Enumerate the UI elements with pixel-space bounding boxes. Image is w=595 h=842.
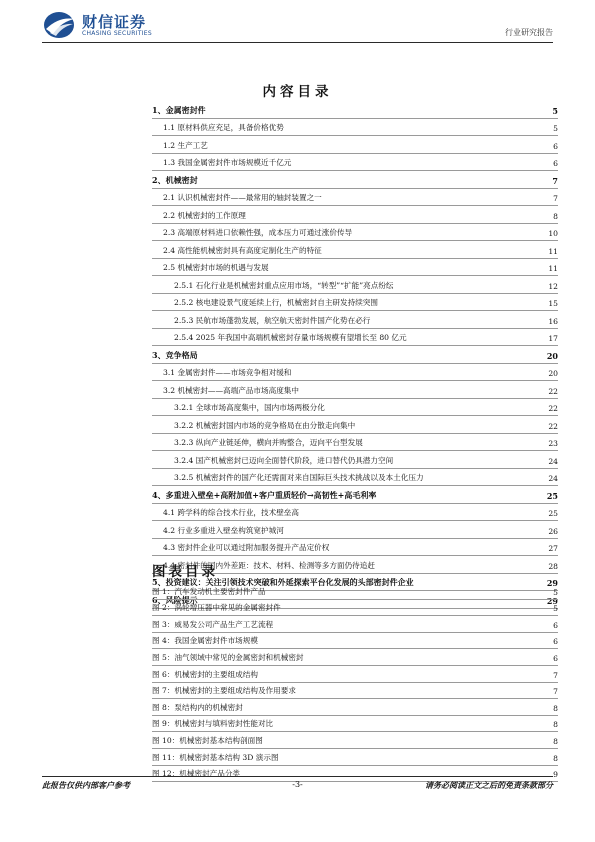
toc-entry[interactable]: [152, 451, 558, 469]
toc-entry-title: 1.3 我国金属密封件市场规模近千亿元: [163, 158, 292, 167]
toc-entry-title: 3.2 机械密封——高端产品市场高度集中: [163, 385, 299, 395]
toc-entry-title: 2.5.3 民航市场蓬勃发展，航空航天密封件国产化势在必行: [174, 315, 371, 325]
figure-page-number: 7: [553, 670, 558, 680]
figure-page-number: 7: [553, 687, 558, 697]
footer-divider: [42, 776, 553, 777]
toc-entry-title: 4.4 密封件的国内外差距：技术、材料、检测等多方面仍待追赶: [163, 560, 375, 570]
toc-entry-page: 27: [548, 544, 558, 553]
toc-entry-title: 1、金属密封件: [152, 104, 206, 115]
footer-disclaimer-left: 此报告仅供内部客户参考: [42, 780, 130, 790]
footer-disclaimer-right: 请务必阅读正文之后的免责条款部分: [425, 780, 553, 790]
toc-entry-title: 2.5.4 2025 年我国中高端机械密封存量市场规模有望增长至 80 亿元: [174, 333, 407, 342]
toc-entry[interactable]: [152, 276, 558, 294]
toc-entry-page: 22: [548, 386, 558, 396]
toc-entry-title: 2.4 高性能机械密封具有高度定制化生产的特征: [163, 245, 322, 255]
figure-page-number: 8: [553, 753, 558, 763]
toc-entry-title: 3、竞争格局: [152, 349, 198, 360]
figure-caption: 图 2：涡轮增压器中常见的金属密封件: [152, 603, 281, 613]
toc-entry[interactable]: [152, 294, 558, 312]
toc-entry[interactable]: [152, 364, 558, 382]
toc-entry-page: 5: [552, 105, 558, 116]
toc-entry[interactable]: [152, 521, 558, 539]
page-number: -3-: [292, 780, 303, 789]
toc-entry-page: 28: [548, 561, 558, 571]
toc-entry[interactable]: [152, 434, 558, 452]
toc-entry-title: 5、投资建议：关注引领技术突破和外延探索平台化发展的头部密封件企业: [152, 577, 414, 587]
figure-page-number: 6: [553, 620, 558, 630]
figure-list-item[interactable]: [152, 749, 558, 766]
figure-page-number: 5: [553, 604, 558, 614]
toc-entry-page: 23: [548, 439, 558, 448]
figure-page-number: 6: [553, 637, 558, 647]
toc-entry-page: 17: [548, 334, 558, 343]
toc-entry[interactable]: [152, 206, 558, 224]
toc-entry-page: 29: [546, 578, 558, 588]
figure-page-number: 8: [553, 720, 558, 730]
figure-caption: 图 11：机械密封基本结构 3D 演示图: [152, 752, 279, 762]
toc-entry-title: 1.1 原材料供应充足，具备价格优势: [163, 123, 284, 132]
figure-caption: 图 6：机械密封的主要组成结构: [152, 669, 258, 679]
toc-entry-page: 10: [548, 229, 558, 238]
toc-entry-page: 6: [553, 141, 558, 151]
figure-list-item[interactable]: [152, 666, 558, 683]
toc-entry-title: 2.5.1 石化行业是机械密封重点应用市场，“转型”“扩能”亮点纷纭: [174, 280, 394, 290]
toc-entry-title: 2、机械密封: [152, 174, 198, 185]
toc-entry-page: 8: [553, 211, 558, 221]
figure-page-number: 9: [553, 770, 558, 780]
toc-entry[interactable]: [152, 399, 558, 417]
toc-entry-title: 3.1 金属密封件——市场竞争相对缓和: [163, 368, 292, 377]
header-divider: [42, 42, 553, 43]
toc-entry-page: 25: [548, 509, 558, 518]
toc-entry-page: 16: [548, 316, 558, 326]
toc-entry[interactable]: [152, 311, 558, 329]
toc-entry-page: 7: [552, 175, 558, 186]
figure-caption: 图 4：我国金属密封件市场规模: [152, 636, 258, 646]
toc-entry-title: 2.5.2 核电建设景气度延续上行，机械密封自主研发持续突围: [174, 298, 378, 307]
figure-list-item[interactable]: [152, 716, 558, 733]
toc-entry-page: 24: [548, 456, 558, 466]
toc-entry-title: 2.3 高端原材料进口依赖性强，成本压力可通过涨价传导: [163, 228, 353, 237]
figure-page-number: 6: [553, 653, 558, 663]
toc-entry-page: 5: [553, 124, 558, 133]
toc-entry[interactable]: [152, 224, 558, 242]
toc-entry-title: 3.2.5 机械密封件的国产化还需面对来自国际巨头技术挑战以及本土化压力: [174, 473, 424, 482]
figure-page-number: 8: [553, 703, 558, 713]
toc-entry[interactable]: [152, 171, 558, 189]
toc-entry-page: 20: [548, 369, 558, 378]
toc-entry[interactable]: [152, 346, 558, 364]
toc-entry[interactable]: [152, 486, 558, 504]
figure-caption: 图 9：机械密封与填料密封性能对比: [152, 719, 274, 729]
toc-entry[interactable]: [152, 469, 558, 487]
toc-entry-title: 3.2.2 机械密封国内市场的竞争格局在由分散走向集中: [174, 420, 356, 430]
figure-list-item[interactable]: [152, 683, 558, 700]
toc-entry-title: 3.2.1 全球市场高度集中，国内市场两极分化: [174, 403, 325, 412]
figure-list-item[interactable]: [152, 732, 558, 749]
toc-entry-page: 24: [548, 474, 558, 483]
toc-entry[interactable]: [152, 154, 558, 172]
toc-entry-title: 4、多重进入壁垒+高附加值+客户重质轻价→高韧性+高毛利率: [152, 489, 377, 500]
toc-entry-title: 6、风险提示: [152, 594, 198, 605]
toc-entry-title: 4.2 行业多重进入壁垒构筑宽护城河: [163, 525, 284, 535]
toc-entry[interactable]: [152, 416, 558, 434]
toc-entry-page: 25: [546, 490, 558, 501]
toc-entry[interactable]: [152, 381, 558, 399]
figure-list-item[interactable]: [152, 616, 558, 633]
toc-entry[interactable]: [152, 101, 558, 119]
table-of-contents: [152, 101, 558, 609]
toc-entry-title: 4.3 密封件企业可以通过附加服务提升产品定价权: [163, 543, 330, 552]
figure-list-heading: 图表目录: [152, 564, 218, 580]
toc-heading: 内容目录: [262, 84, 333, 100]
report-type-label: 行业研究报告: [505, 28, 553, 37]
figure-caption: 图 7：机械密封的主要组成结构及作用要求: [152, 686, 296, 696]
figure-page-number: 5: [553, 587, 558, 597]
figure-caption: 图 3：威易发公司产品生产工艺流程: [152, 619, 274, 629]
figure-list-item[interactable]: [152, 649, 558, 666]
toc-entry-page: 26: [548, 526, 558, 536]
toc-entry-title: 2.5 机械密封市场的机遇与发展: [163, 263, 269, 272]
toc-entry-page: 29: [546, 595, 558, 606]
toc-entry[interactable]: [152, 259, 558, 277]
toc-entry-page: 7: [553, 194, 558, 203]
figure-page-number: 8: [553, 736, 558, 746]
toc-entry[interactable]: [152, 329, 558, 347]
toc-entry-page: 11: [548, 264, 558, 273]
figure-caption: 图 1：汽车发动机主要密封件产品: [152, 586, 266, 596]
toc-entry[interactable]: [152, 189, 558, 207]
logo-mark-icon: [42, 10, 78, 40]
figure-caption: 图 10：机械密封基本结构剖面图: [152, 735, 263, 745]
toc-entry[interactable]: [152, 136, 558, 154]
figure-caption: 图 12：机械密封产品分类: [152, 769, 241, 779]
toc-entry[interactable]: [152, 241, 558, 259]
toc-entry-title: 3.2.3 纵向产业链延伸，横向并购整合，迈向平台型发展: [174, 438, 363, 447]
figure-list-item[interactable]: [152, 633, 558, 650]
toc-entry-page: 15: [548, 299, 558, 308]
toc-entry-title: 2.2 机械密封的工作原理: [163, 210, 246, 220]
toc-entry[interactable]: [152, 504, 558, 522]
figure-caption: 图 5：油气领域中常见的金属密封和机械密封: [152, 652, 304, 662]
toc-entry[interactable]: [152, 539, 558, 557]
page-header: [0, 0, 595, 48]
toc-entry-title: 2.1 认识机械密封件——最常用的轴封装置之一: [163, 193, 322, 202]
figure-list: [152, 583, 558, 782]
toc-entry-title: 1.2 生产工艺: [163, 140, 208, 150]
toc-entry-page: 6: [553, 159, 558, 168]
logo-name-cn: 财信证券: [82, 13, 147, 31]
toc-entry-page: 22: [548, 404, 558, 413]
logo-name-en: CHASING SECURITIES: [82, 30, 152, 37]
toc-entry[interactable]: [152, 119, 558, 137]
toc-entry-page: 20: [546, 350, 558, 361]
figure-list-item[interactable]: [152, 600, 558, 617]
toc-entry-title: 4.1 跨学科的综合技术行业，技术壁垒高: [163, 508, 299, 517]
company-logo: [42, 10, 172, 40]
toc-entry-page: 22: [548, 421, 558, 431]
toc-entry-title: 3.2.4 国产机械密封已迈向全面替代阶段，进口替代仍具潜力空间: [174, 455, 394, 465]
toc-entry-page: 12: [548, 281, 558, 291]
figure-caption: 图 8：泵结构内的机械密封: [152, 702, 243, 712]
figure-list-item[interactable]: [152, 699, 558, 716]
figure-list-item[interactable]: [152, 583, 558, 600]
toc-entry-page: 11: [548, 246, 558, 256]
